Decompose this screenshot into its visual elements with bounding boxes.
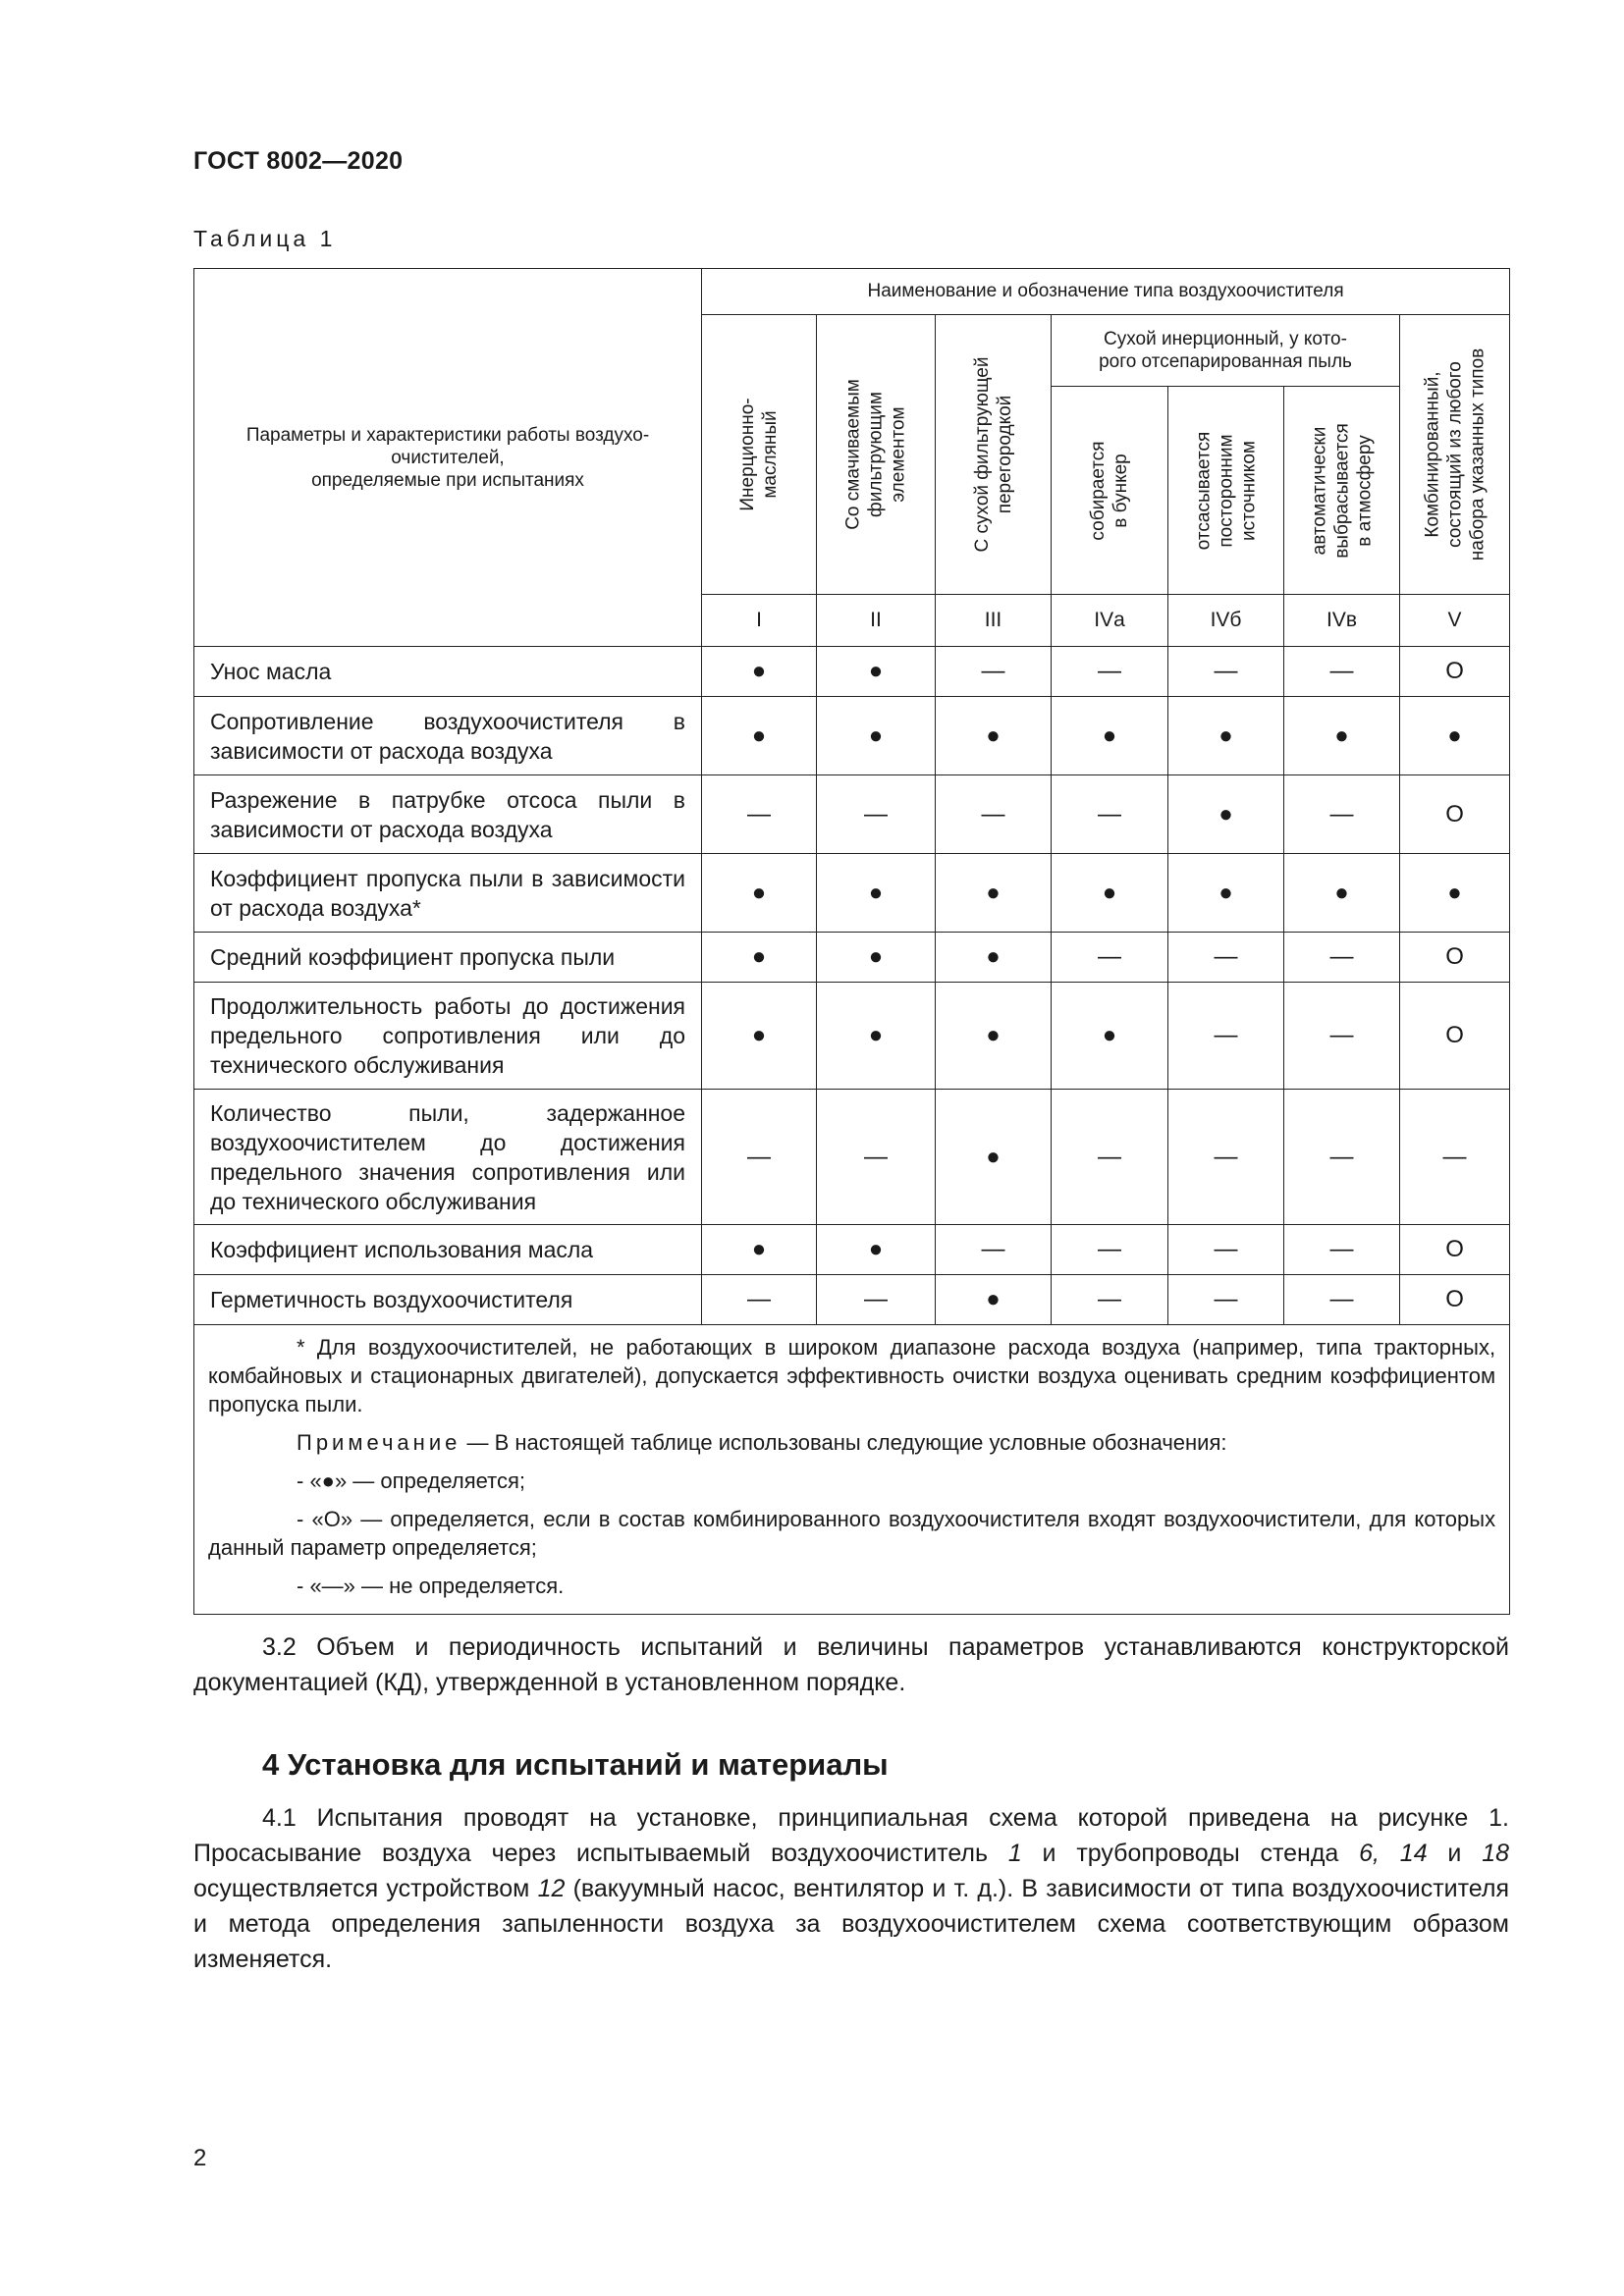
- value-cell: —: [1052, 1275, 1168, 1325]
- type-header-bunker: собирается в бункер: [1052, 387, 1168, 595]
- parameters-table: [193, 268, 1510, 1615]
- value-cell: —: [702, 775, 817, 854]
- value-cell: —: [1284, 933, 1400, 983]
- value-cell: ●: [817, 983, 936, 1090]
- value-cell: ●: [936, 1090, 1052, 1225]
- value-cell: О: [1400, 983, 1510, 1090]
- value-cell: ●: [1168, 775, 1284, 854]
- type-code: IVв: [1284, 595, 1400, 647]
- table-row: [194, 1090, 1510, 1225]
- type-header-inertial-oil: Инерционно- масляный: [702, 315, 817, 595]
- type-header-combined: Комбинированный, состоящий из любого набора указанных типов: [1400, 315, 1510, 595]
- table-row: [194, 983, 1510, 1090]
- value-cell: ●: [1168, 854, 1284, 933]
- value-cell: ●: [936, 983, 1052, 1090]
- param-label: Унос масла: [194, 647, 702, 697]
- value-cell: ●: [817, 854, 936, 933]
- value-cell: —: [936, 775, 1052, 854]
- paragraph-4-1: 4.1 Испытания проводят на установке, принципиальная схема которой приведена на рисунке 1. Просасывание воздуха через испытываемый воздухоочиститель 1 и трубопроводы стенда 6, 14 и 18 осуществляется устройством 12 (вакуумный насос, вентилятор и т. д.). В зависимости от типа воздухоочистителя и метода определения запыленности воздуха за воздухоочистителем схема соответствующим образом изменяется.: [193, 1804, 1509, 1973]
- value-cell: ●: [817, 933, 936, 983]
- table-row: [194, 1275, 1510, 1325]
- value-cell: ●: [1168, 697, 1284, 775]
- table-row: [194, 775, 1510, 854]
- value-cell: —: [1284, 775, 1400, 854]
- param-label: Количество пыли, задержанное воздухоочистителем до достижения предельного значения сопротивления или до технического обслуживания: [194, 1090, 702, 1225]
- value-cell: ●: [936, 854, 1052, 933]
- value-cell: —: [1168, 1275, 1284, 1325]
- table-row: [194, 697, 1510, 775]
- type-header-dry-filter: С сухой фильтрующей перегородкой: [936, 315, 1052, 595]
- value-cell: —: [1168, 933, 1284, 983]
- type-code: III: [936, 595, 1052, 647]
- value-cell: —: [702, 1090, 817, 1225]
- param-label: Продолжительность работы до достижения предельного сопротивления или до технического обслуживания: [194, 983, 702, 1090]
- value-cell: —: [936, 647, 1052, 697]
- value-cell: —: [1284, 983, 1400, 1090]
- table-footnote: * Для воздухоочистителей, не работающих в широком диапазоне расхода воздуха (например, типа тракторных, комбайновых и стационарных двигателей), допускается эффективность очистки воздуха оценивать средним коэффициентом пропуска пыли.: [208, 1335, 1496, 1416]
- value-cell: ●: [1052, 983, 1168, 1090]
- type-code: I: [702, 595, 817, 647]
- value-cell: ●: [1400, 854, 1510, 933]
- param-label: Коэффициент пропуска пыли в зависимости от расхода воздуха*: [194, 854, 702, 933]
- table-row: [194, 1225, 1510, 1275]
- value-cell: —: [1168, 983, 1284, 1090]
- value-cell: —: [1284, 1090, 1400, 1225]
- value-cell: ●: [817, 697, 936, 775]
- type-header-wetted-element: Со смачиваемым фильтрующим элементом: [817, 315, 936, 595]
- paragraph-3-2: 3.2 Объем и периодичность испытаний и величины параметров устанавливаются конструкторской документацией (КД), утвержденной в установленном порядке.: [193, 1633, 1509, 1696]
- value-cell: ●: [1284, 697, 1400, 775]
- table-row: [194, 854, 1510, 933]
- value-cell: —: [1052, 775, 1168, 854]
- value-cell: —: [702, 1275, 817, 1325]
- param-label: Средний коэффициент пропуска пыли: [194, 933, 702, 983]
- value-cell: ●: [702, 854, 817, 933]
- value-cell: —: [817, 775, 936, 854]
- value-cell: —: [1168, 647, 1284, 697]
- param-column-header: Параметры и характеристики работы воздухо- очистителей, определяемые при испытаниях: [194, 269, 702, 647]
- table-row: [194, 647, 1510, 697]
- type-header: Наименование и обозначение типа воздухоочистителя: [702, 269, 1510, 315]
- value-cell: —: [1284, 1225, 1400, 1275]
- value-cell: О: [1400, 647, 1510, 697]
- note-item: - «—» — не определяется.: [297, 1574, 565, 1598]
- type-code: V: [1400, 595, 1510, 647]
- value-cell: —: [1168, 1090, 1284, 1225]
- value-cell: ●: [1052, 854, 1168, 933]
- value-cell: О: [1400, 775, 1510, 854]
- note-item: - «●» — определяется;: [297, 1468, 526, 1493]
- note-text: — В настоящей таблице использованы следующие условные обозначения:: [460, 1430, 1227, 1455]
- value-cell: —: [1052, 1225, 1168, 1275]
- value-cell: ●: [936, 1275, 1052, 1325]
- page-number: 2: [193, 2145, 207, 2171]
- value-cell: —: [1168, 1225, 1284, 1275]
- value-cell: —: [1052, 933, 1168, 983]
- value-cell: —: [1284, 1275, 1400, 1325]
- value-cell: О: [1400, 1225, 1510, 1275]
- value-cell: —: [817, 1275, 936, 1325]
- document-header: ГОСТ 8002—2020: [193, 147, 404, 175]
- type-header-atmosphere: автоматически выбрасывается в атмосферу: [1284, 387, 1400, 595]
- value-cell: ●: [702, 647, 817, 697]
- value-cell: ●: [702, 697, 817, 775]
- value-cell: О: [1400, 1275, 1510, 1325]
- note-item: - «О» — определяется, если в состав комбинированного воздухоочистителя входят воздухоочистители, для которых данный параметр определяется;: [208, 1507, 1496, 1560]
- value-cell: ●: [936, 933, 1052, 983]
- value-cell: —: [1284, 647, 1400, 697]
- value-cell: ●: [936, 697, 1052, 775]
- value-cell: ●: [1400, 697, 1510, 775]
- param-label: Сопротивление воздухоочистителя в зависимости от расхода воздуха: [194, 697, 702, 775]
- value-cell: ●: [702, 1225, 817, 1275]
- type-code: IVб: [1168, 595, 1284, 647]
- table-row: [194, 933, 1510, 983]
- type-code: IVа: [1052, 595, 1168, 647]
- value-cell: О: [1400, 933, 1510, 983]
- type-header-external-suction: отсасывается посторонним источником: [1168, 387, 1284, 595]
- table-caption: Таблица 1: [193, 226, 337, 251]
- value-cell: —: [1052, 1090, 1168, 1225]
- table-notes: [194, 1325, 1510, 1615]
- value-cell: —: [936, 1225, 1052, 1275]
- param-label: Герметичность воздухоочистителя: [194, 1275, 702, 1325]
- param-label: Коэффициент использования масла: [194, 1225, 702, 1275]
- value-cell: ●: [1052, 697, 1168, 775]
- value-cell: ●: [817, 647, 936, 697]
- value-cell: —: [1400, 1090, 1510, 1225]
- value-cell: ●: [817, 1225, 936, 1275]
- value-cell: —: [817, 1090, 936, 1225]
- note-heading: [208, 1428, 1495, 1457]
- value-cell: ●: [702, 983, 817, 1090]
- type-code: II: [817, 595, 936, 647]
- param-label: Разрежение в патрубке отсоса пыли в зависимости от расхода воздуха: [194, 775, 702, 854]
- value-cell: —: [1052, 647, 1168, 697]
- section-4-title: 4 Установка для испытаний и материалы: [262, 1747, 889, 1782]
- value-cell: ●: [702, 933, 817, 983]
- type-header-dry-inertial: Сухой инерционный, у кото- рого отсепарированная пыль: [1052, 315, 1400, 387]
- note-label: Примечание: [297, 1430, 461, 1455]
- value-cell: ●: [1284, 854, 1400, 933]
